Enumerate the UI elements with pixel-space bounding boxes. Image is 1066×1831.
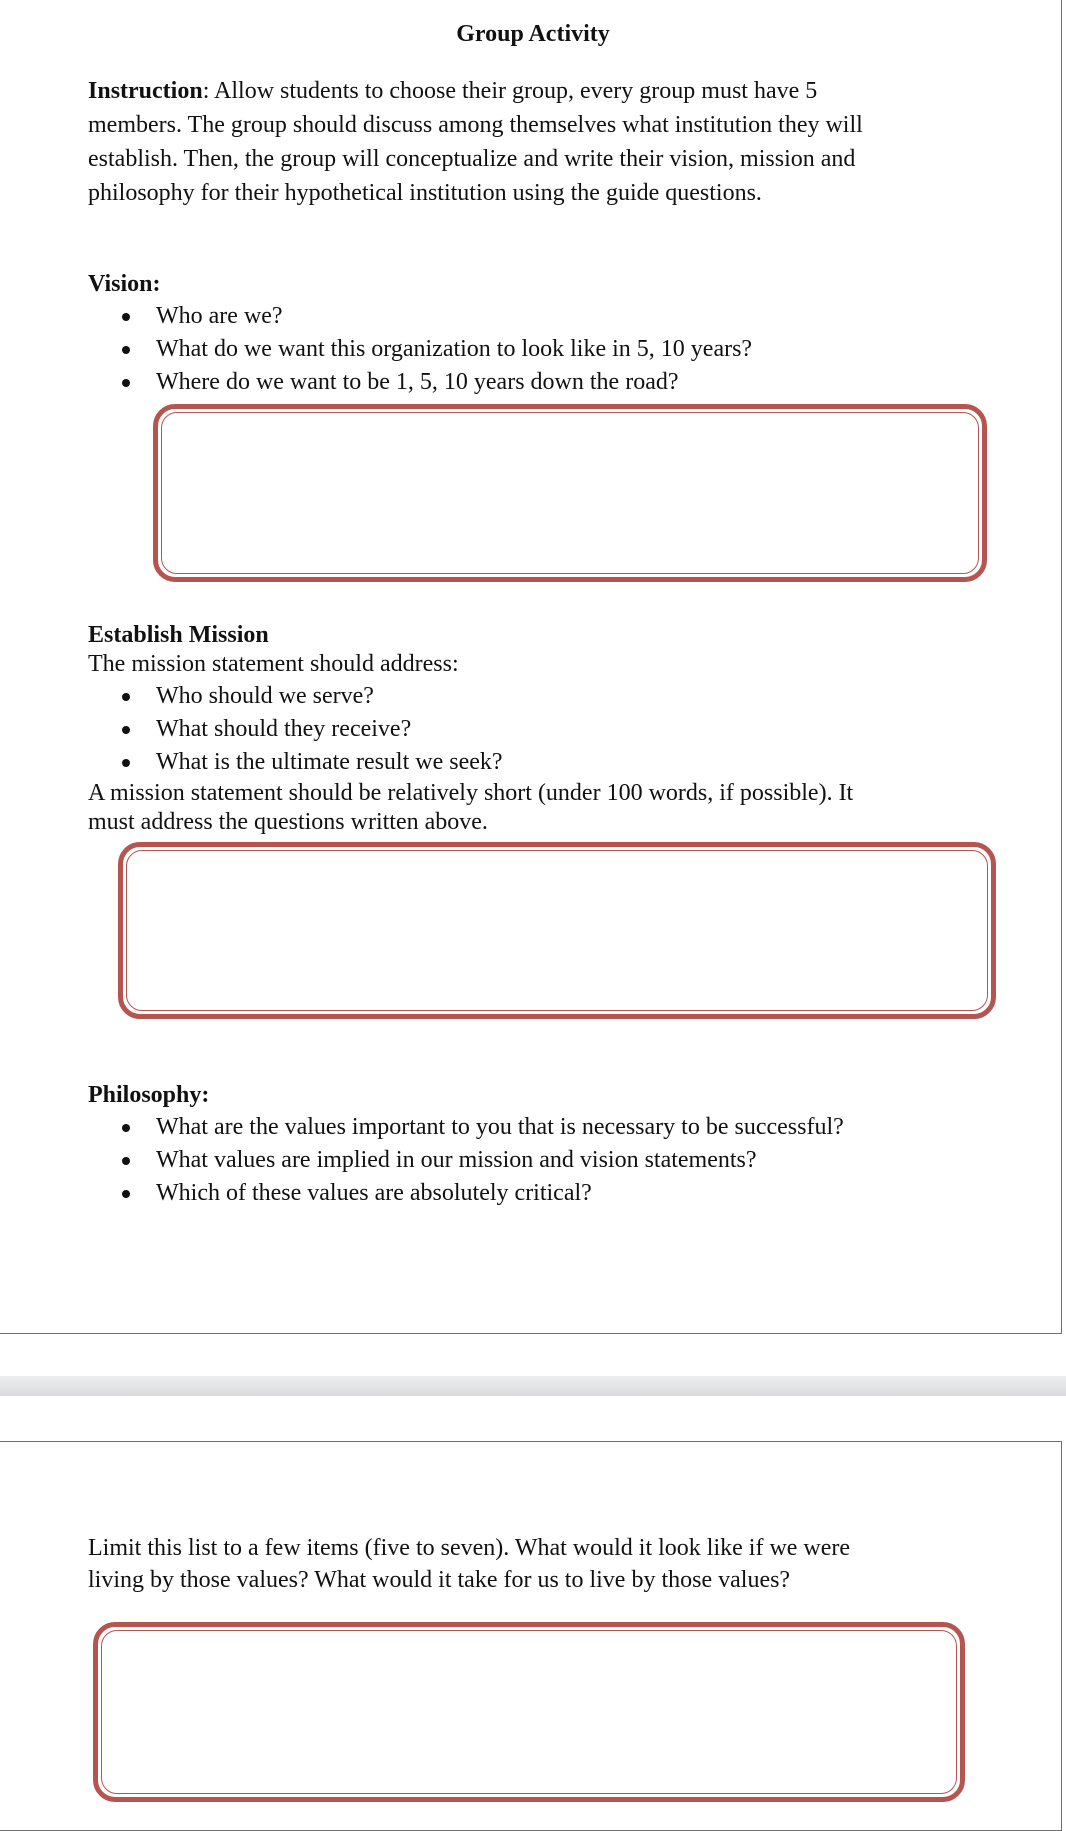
- instruction-line-2: members. The group should discuss among themselves what institution they will: [88, 112, 863, 138]
- document-title: Group Activity: [456, 21, 610, 47]
- mission-question-list: [88, 680, 503, 779]
- philosophy-heading: Philosophy:: [88, 1082, 210, 1108]
- instruction-line-4: philosophy for their hypothetical institution using the guide questions.: [88, 180, 762, 206]
- mission-note-line-1: A mission statement should be relatively short (under 100 words, if possible). It: [88, 780, 854, 806]
- mission-question: Who should we serve?: [88, 680, 503, 713]
- mission-intro: The mission statement should address:: [88, 651, 459, 677]
- mission-note-line-2: must address the questions written above.: [88, 809, 488, 835]
- philosophy-note-line-2: living by those values? What would it take for us to live by those values?: [88, 1567, 791, 1593]
- mission-question: What should they receive?: [88, 713, 503, 746]
- vision-question: Who are we?: [88, 300, 752, 333]
- page-separator: [0, 1376, 1066, 1396]
- instruction-line-3: establish. Then, the group will conceptualize and write their vision, mission and: [88, 146, 856, 172]
- vision-answer-box[interactable]: [153, 404, 987, 582]
- instruction-label: Instruction: [88, 78, 203, 104]
- instruction-text-1: : Allow students to choose their group, every group must have 5: [202, 78, 818, 104]
- philosophy-answer-box[interactable]: [93, 1622, 965, 1802]
- philosophy-question: What are the values important to you that is necessary to be successful?: [88, 1111, 844, 1144]
- mission-answer-box[interactable]: [118, 842, 996, 1019]
- philosophy-question: Which of these values are absolutely critical?: [88, 1177, 844, 1210]
- vision-question-list: [88, 300, 752, 399]
- vision-question: Where do we want to be 1, 5, 10 years down the road?: [88, 366, 752, 399]
- vision-question: What do we want this organization to look like in 5, 10 years?: [88, 333, 752, 366]
- instruction-line-1: [88, 74, 817, 108]
- philosophy-question: What values are implied in our mission and vision statements?: [88, 1144, 844, 1177]
- philosophy-question-list: [88, 1111, 844, 1210]
- vision-heading: Vision:: [88, 271, 161, 297]
- mission-heading: Establish Mission: [88, 622, 269, 648]
- mission-question: What is the ultimate result we seek?: [88, 746, 503, 779]
- philosophy-note-line-1: Limit this list to a few items (five to seven). What would it look like if we were: [88, 1535, 851, 1561]
